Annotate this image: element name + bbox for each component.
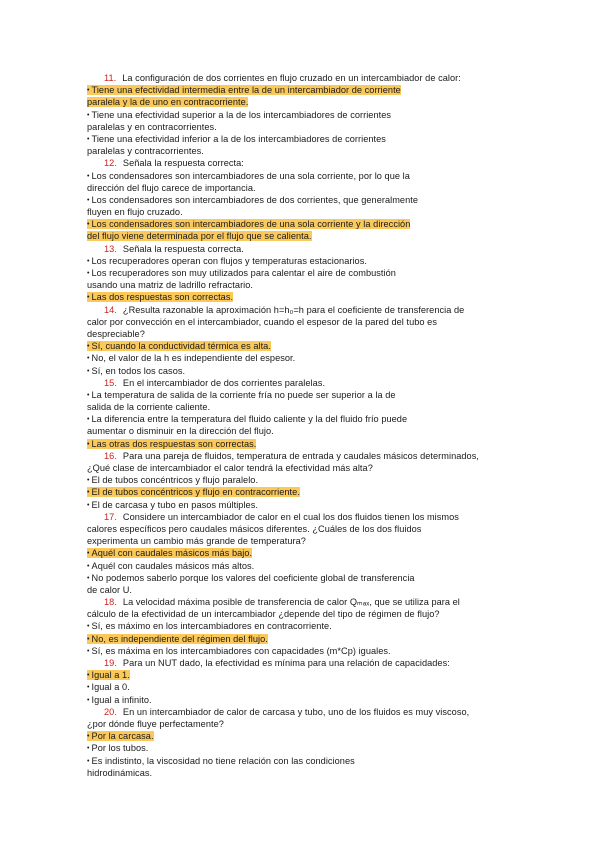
answer-option-text: • Los condensadores son intercambiadores de dos corrientes, que generalmente	[87, 195, 418, 205]
answer-option-text: • Sí, es máximo en los intercambiadores en contracorriente.	[87, 621, 332, 631]
question-prompt-text: experimenta un cambio más grande de temperatura?	[87, 536, 306, 547]
answer-option-line	[87, 413, 515, 425]
answer-option-text: • Las dos respuestas son correctas.	[87, 292, 233, 302]
question-number: 14.	[104, 304, 117, 315]
answer-option-text: • Sí, cuando la conductividad térmica es alta.	[87, 341, 271, 351]
question-text-line	[87, 316, 515, 328]
correct-answer-line	[87, 230, 515, 242]
question-prompt-text: Para un NUT dado, la efectividad es mínima para una relación de capacidades:	[122, 658, 450, 668]
answer-option-text: • Los condensadores son intercambiadores de una sola corriente y la dirección	[87, 219, 410, 229]
answer-option-text: • Tiene una efectividad superior a la de los intercambiadores de corrientes	[87, 110, 391, 120]
answer-option-text: • Tiene una efectividad intermedia entre la de un intercambiador de corriente	[87, 85, 401, 95]
answer-option-text: usando una matriz de ladrillo refractario.	[87, 280, 254, 291]
question-block	[87, 511, 515, 596]
answer-option-text: paralelas y en contracorrientes.	[87, 121, 217, 132]
answer-option-text: aumentar o disminuir en la dirección del flujo.	[87, 426, 274, 437]
question-block	[87, 304, 515, 377]
answer-option-line	[87, 474, 515, 486]
question-number: 12.	[104, 158, 117, 169]
answer-option-line	[87, 145, 515, 157]
question-text-line	[87, 523, 515, 535]
answer-option-line	[87, 121, 515, 133]
question-prompt-text: despreciable?	[87, 328, 145, 339]
answer-option-text: • Las otras dos respuestas son correctas.	[87, 439, 256, 449]
answer-option-text: de calor U.	[87, 584, 132, 595]
answer-option-line	[87, 206, 515, 218]
question-text-line	[87, 243, 515, 255]
question-number: 16.	[104, 450, 117, 461]
answer-option-text: • Igual a infinito.	[87, 695, 152, 705]
question-prompt-text: ¿por dónde fluye perfectamente?	[87, 718, 224, 729]
correct-answer-line	[87, 438, 515, 450]
answer-option-line	[87, 194, 515, 206]
answer-option-line	[87, 742, 515, 754]
answer-option-text: • Sí, en todos los casos.	[87, 366, 185, 376]
question-text-line	[87, 657, 515, 669]
answer-option-text: • Sí, es máxima en los intercambiadores con capacidades (m*Cp) iguales.	[87, 646, 391, 656]
answer-option-line	[87, 182, 515, 194]
answer-option-text: • Tiene una efectividad inferior a la de los intercambiadores de corrientes	[87, 134, 386, 144]
question-number: 19.	[104, 658, 117, 668]
correct-answer-line	[87, 84, 515, 96]
question-prompt-text: En un intercambiador de calor de carcasa y tubo, uno de los fluidos es muy viscoso,	[122, 706, 470, 717]
question-prompt-text: ¿Qué clase de intercambiador el calor tendrá la efectividad más alta?	[87, 463, 373, 473]
answer-option-text: paralela y la de uno en contracorriente.	[87, 97, 249, 108]
question-number: 20.	[104, 706, 117, 717]
answer-option-text: • Los recuperadores son muy utilizados para calentar el aire de combustión	[87, 268, 396, 278]
answer-option-line	[87, 255, 515, 267]
answer-option-line	[87, 365, 515, 377]
answer-option-text: paralelas y contracorrientes.	[87, 146, 204, 157]
correct-answer-line	[87, 486, 515, 498]
answer-option-text: • El de carcasa y tubo en pasos múltiples.	[87, 500, 258, 510]
answer-option-text: • No podemos saberlo porque los valores del coeficiente global de transferencia	[87, 573, 415, 583]
correct-answer-line	[87, 730, 515, 742]
correct-answer-line	[87, 633, 515, 645]
question-number: 13.	[104, 243, 117, 254]
answer-option-text: • Igual a 1.	[87, 670, 130, 680]
answer-option-text: • Los condensadores son intercambiadores de una sola corriente, por lo que la	[87, 171, 410, 181]
answer-option-line	[87, 681, 515, 693]
answer-option-line	[87, 767, 515, 779]
question-text-line	[87, 706, 515, 718]
question-text-line	[87, 328, 515, 340]
answer-option-text: • La temperatura de salida de la corriente fría no puede ser superior a la de	[87, 390, 396, 400]
answer-option-line	[87, 572, 515, 584]
answer-option-text: • No, es independiente del régimen del flujo.	[87, 634, 268, 644]
question-prompt-text: En el intercambiador de dos corrientes paralelas.	[122, 377, 326, 388]
question-prompt-text: Considere un intercambiador de calor en el cual los dos fluidos tienen los mismos	[122, 511, 459, 522]
answer-option-line	[87, 755, 515, 767]
answer-option-text: • Es indistinto, la viscosidad no tiene relación con las condiciones	[87, 756, 355, 766]
answer-option-text: del flujo viene determinada por el flujo que se calienta.	[87, 231, 312, 242]
answer-option-text: • La diferencia entre la temperatura del fluido caliente y la del fluido frío puede	[87, 414, 407, 424]
answer-option-text: • Los recuperadores operan con flujos y temperaturas estacionarios.	[87, 256, 367, 266]
question-text-line	[87, 608, 515, 620]
question-text-line	[87, 157, 515, 169]
answer-option-line	[87, 499, 515, 511]
question-text-line	[87, 377, 515, 389]
question-prompt-text: calor por convección en el intercambiador, cuando el espesor de la pared del tubo es	[87, 316, 437, 327]
question-block	[87, 377, 515, 450]
answer-option-line	[87, 620, 515, 632]
question-prompt-text: cálculo de la efectividad de un intercambiador ¿depende del tipo de régimen de flujo?	[87, 609, 440, 620]
answer-option-text: salida de la corriente caliente.	[87, 402, 211, 413]
question-number: 17.	[104, 511, 117, 522]
answer-option-text: fluyen en flujo cruzado.	[87, 207, 183, 218]
question-number: 11.	[104, 73, 117, 83]
question-number: 15.	[104, 377, 117, 388]
question-text-line	[87, 535, 515, 547]
answer-option-line	[87, 694, 515, 706]
answer-option-line	[87, 279, 515, 291]
answer-option-text: dirección del flujo carece de importancia.	[87, 182, 256, 193]
question-block	[87, 706, 515, 779]
correct-answer-line	[87, 218, 515, 230]
question-text-line	[87, 72, 515, 84]
answer-option-text: • Aquél con caudales másicos más bajo.	[87, 548, 252, 558]
answer-option-text: • No, el valor de la h es independiente del espesor.	[87, 353, 295, 363]
question-prompt-text: Señala la respuesta correcta.	[122, 243, 244, 254]
correct-answer-line	[87, 340, 515, 352]
correct-answer-line	[87, 547, 515, 559]
quiz-document	[87, 72, 515, 779]
question-block	[87, 243, 515, 304]
answer-option-line	[87, 645, 515, 657]
answer-option-line	[87, 401, 515, 413]
question-prompt-text: La configuración de dos corrientes en flujo cruzado en un intercambiador de calor:	[122, 73, 461, 83]
question-prompt-text: La velocidad máxima posible de transferencia de calor Qₘₐₓ, que se utiliza para el	[122, 597, 460, 608]
question-block	[87, 596, 515, 657]
answer-option-line	[87, 560, 515, 572]
answer-option-line	[87, 389, 515, 401]
question-text-line	[87, 462, 515, 474]
question-text-line	[87, 304, 515, 316]
question-prompt-text: ¿Resulta razonable la aproximación h=h₀=h para el coeficiente de transferencia de	[122, 304, 465, 315]
answer-option-line	[87, 267, 515, 279]
question-number: 18.	[104, 597, 117, 608]
answer-option-text: • El de tubos concéntricos y flujo en contracorriente.	[87, 487, 300, 497]
question-prompt-text: Señala la respuesta correcta:	[122, 158, 244, 169]
answer-option-text: • Por la carcasa.	[87, 731, 154, 741]
correct-answer-line	[87, 96, 515, 108]
question-text-line	[87, 511, 515, 523]
question-prompt-text: Para una pareja de fluidos, temperatura de entrada y caudales másicos determinados,	[122, 450, 479, 461]
answer-option-line	[87, 109, 515, 121]
answer-option-text: hidrodinámicas.	[87, 767, 153, 778]
question-block	[87, 72, 515, 157]
question-block	[87, 657, 515, 706]
correct-answer-line	[87, 291, 515, 303]
answer-option-line	[87, 133, 515, 145]
answer-option-text: • Aquél con caudales másicos más altos.	[87, 561, 254, 571]
answer-option-line	[87, 352, 515, 364]
question-text-line	[87, 718, 515, 730]
question-text-line	[87, 450, 515, 462]
question-prompt-text: calores específicos pero caudales másicos diferentes. ¿Cuáles de los dos fluidos	[87, 523, 422, 534]
answer-option-line	[87, 425, 515, 437]
answer-option-text: • El de tubos concéntricos y flujo paralelo.	[87, 475, 258, 485]
answer-option-text: • Por los tubos.	[87, 743, 148, 753]
question-block	[87, 450, 515, 511]
question-block	[87, 157, 515, 242]
answer-option-line	[87, 170, 515, 182]
answer-option-line	[87, 584, 515, 596]
question-text-line	[87, 596, 515, 608]
answer-option-text: • Igual a 0.	[87, 682, 130, 692]
correct-answer-line	[87, 669, 515, 681]
